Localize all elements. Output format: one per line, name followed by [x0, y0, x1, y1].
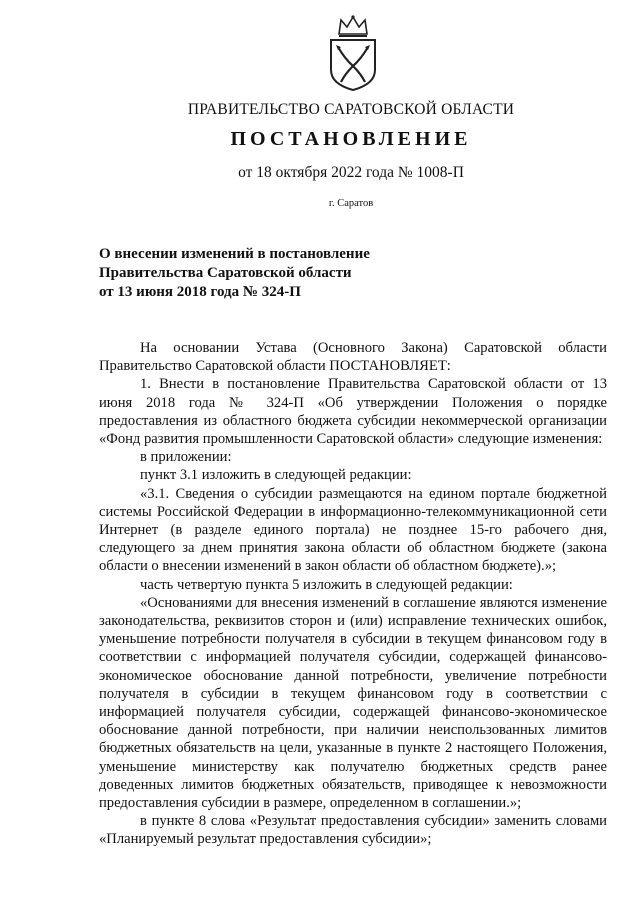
document-type: ПОСТАНОВЛЕНИЕ [230, 128, 472, 150]
organization-name: ПРАВИТЕЛЬСТВО САРАТОВСКОЙ ОБЛАСТИ [187, 101, 515, 118]
body-paragraph: На основании Устава (Основного Закона) Саратовской области Правительство Саратовской области ПОСТАНОВЛЯЕТ: [99, 340, 607, 375]
subject-line-3: от 13 июня 2018 года № 324-П [99, 284, 301, 300]
document-city: г. Саратов [328, 198, 374, 209]
document-date-number: от 18 октября 2022 года № 1008-П [238, 164, 464, 181]
subject-line-2: Правительства Саратовской области [99, 265, 352, 281]
document-subject [99, 245, 370, 302]
body-paragraph: часть четвертую пункта 5 изложить в следующей редакции: [140, 576, 513, 593]
subject-line-1: О внесении изменений в постановление [99, 246, 370, 262]
body-paragraph: в приложении: [140, 449, 232, 466]
body-paragraph: «Основаниями для внесения изменений в соглашение являются изменение законодательства, реквизитов сторон и (или) исправление технических ошибок, уменьшение потребности получателя в субсидии в текущем финансовом году в соответствии с информацией получателя субсидии, содержащей финансово-экономическое обоснование данной потребности, увеличение потребности получателя в субсидии в текущем финансовом году в соответствии с информацией получателя субсидии, содержащей финансово-экономическое обоснование данной потребности, при наличии неиспользованных лимитов бюджетных обязательств на цели, указанные в пункте 2 настоящего Положения, уменьшение министерству как получателю бюджетных средств ранее доведенных лимитов бюджетных обязательств, приводящее к невозможности предоставления субсидии в размере, определенном в соглашении.»; [99, 594, 607, 812]
document-body [99, 339, 607, 849]
body-paragraph: «3.1. Сведения о субсидии размещаются на едином портале бюджетной системы Российской Федерации в информационно-телекоммуникационной сети Интернет (в разделе единого портала) не позднее 15-го рабочего дня, следующего за днем принятия закона области об областном бюджете (закона области о внесении изменений в закон области об областном бюджете).»; [99, 485, 607, 575]
body-paragraph: в пункте 8 слова «Результат предоставления субсидии» заменить словами «Планируемый результат предоставления субсидии»; [99, 813, 607, 848]
saratov-coat-of-arms-icon [325, 14, 381, 92]
body-paragraph: 1. Внести в постановление Правительства Саратовской области от 13 июня 2018 года № 324-П «Об утверждении Положения о порядке предоставления из областного бюджета субсидии некоммерческой организации «Фонд развития промышленности Саратовской области» следующие изменения: [99, 376, 607, 448]
body-paragraph: пункт 3.1 изложить в следующей редакции: [140, 467, 412, 484]
